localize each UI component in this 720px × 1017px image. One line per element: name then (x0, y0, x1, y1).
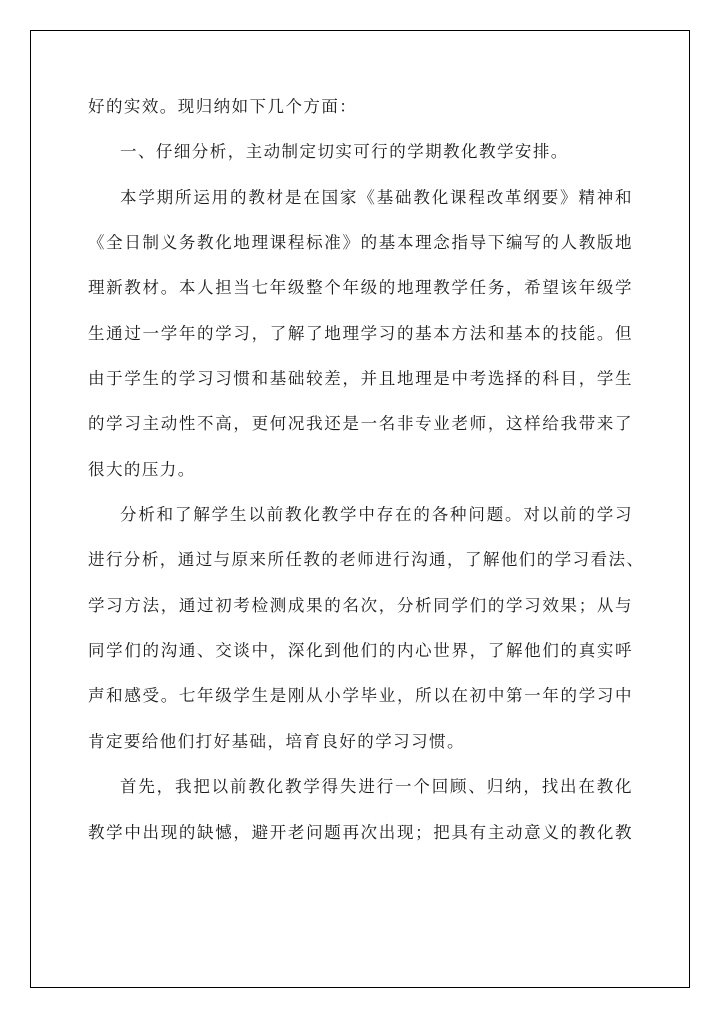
text-line: 一、仔细分析，主动制定切实可行的学期教化教学安排。 (120, 142, 569, 162)
text-line: 理新教材。本人担当七年级整个年级的地理教学任务，希望该年级学 (88, 278, 633, 298)
text-line: 学习方法，通过初考检测成果的名次，分析同学们的学习效果；从与 (88, 595, 633, 615)
text-line: 进行分析，通过与原来所任教的老师进行沟通，了解他们的学习看法、 (88, 550, 645, 570)
text-line: 本学期所运用的教材是在国家《基础教化课程改革纲要》精神和 (120, 187, 633, 207)
text-line: 肯定要给他们打好基础，培育良好的学习习惯。 (88, 731, 465, 751)
text-line: 的学习主动性不高，更何况我还是一名非专业老师，这样给我带来了 (88, 414, 633, 434)
text-line: 很大的压力。 (88, 459, 196, 479)
text-line: 声和感受。七年级学生是刚从小学毕业，所以在初中第一年的学习中 (88, 686, 633, 706)
text-line: 由于学生的学习习惯和基础较差，并且地理是中考选择的科目，学生 (88, 369, 633, 389)
text-line: 《全日制义务教化地理课程标准》的基本理念指导下编写的人教版地 (88, 233, 633, 253)
text-line: 好的实效。现归纳如下几个方面： (88, 97, 358, 116)
text-line: 分析和了解学生以前教化教学中存在的各种问题。对以前的学习 (120, 505, 633, 525)
text-line: 同学们的沟通、交谈中，深化到他们的内心世界，了解他们的真实呼 (88, 641, 633, 661)
text-line: 生通过一学年的学习，了解了地理学习的基本方法和基本的技能。但 (88, 323, 633, 343)
text-line: 首先，我把以前教化教学得失进行一个回顾、归纳，找出在教化 (120, 777, 633, 797)
document-body (88, 96, 645, 867)
text-line: 教学中出现的缺憾，避开老问题再次出现；把具有主动意义的教化教 (88, 822, 633, 842)
